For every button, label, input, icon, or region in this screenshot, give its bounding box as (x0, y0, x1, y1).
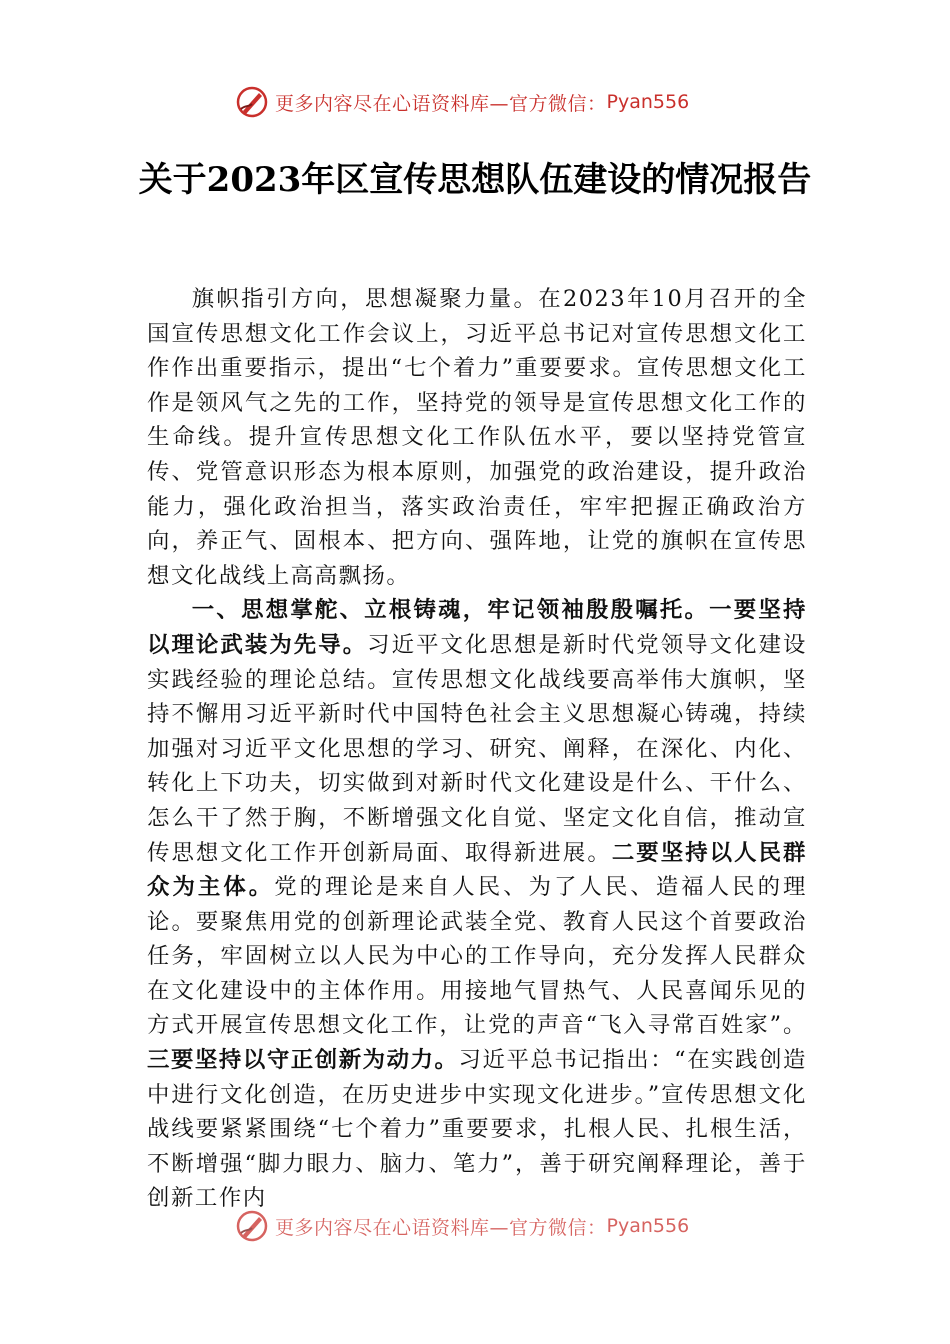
section-heading: 一、思想掌舵、立根铸魂，牢记领袖殷殷嘱托。 (191, 597, 710, 624)
watermark-text: 更多内容尽在心语资料库—官方微信： (275, 1216, 607, 1239)
document-body (147, 282, 807, 1212)
watermark-footer (235, 1208, 755, 1244)
watermark-wechat-id: Pyan556 (606, 91, 690, 113)
paragraph-section-1 (147, 593, 807, 1212)
pen-logo-icon (235, 1209, 269, 1243)
watermark-wechat-id: Pyan556 (606, 1215, 690, 1237)
subpoint-text-2: 党的理论是来自人民、为了人民、造福人民的理论。要聚焦用党的创新理论武装全党、教育人民这个首要政治任务，牢固树立以人民为中心的工作导向，充分发挥人民群众在文化建设中的主体作用。用接地气冒热气、人民喜闻乐见的方式开展宣传思想文化工作，让党的声音“飞入寻常百姓家”。 (147, 874, 807, 1039)
subpoint-text-1: 习近平文化思想是新时代党领导文化建设实践经验的理论总结。宣传思想文化战线要高举伟大旗帜，坚持不懈用习近平新时代中国特色社会主义思想凝心铸魂，持续加强对习近平文化思想的学习、研究、阐释，在深化、内化、转化上下功夫，切实做到对新时代文化建设是什么、干什么、怎么干了然于胸，不断增强文化自觉、坚定文化自信，推动宣传思想文化工作开创新局面、取得新进展。 (147, 631, 807, 866)
paragraph-intro: 旗帜指引方向，思想凝聚力量。在2023年10月召开的全国宣传思想文化工作会议上，习近平总书记对宣传思想文化工作作出重要指示，提出“七个着力”重要要求。宣传思想文化工作是领风气之先的工作，坚持党的领导是宣传思想文化工作的生命线。提升宣传思想文化工作队伍水平，要以坚持党管宣传、党管意识形态为根本原则，加强党的政治建设，提升政治能力，强化政治担当，落实政治责任，牢牢把握正确政治方向，养正气、固根本、把方向、强阵地，让党的旗帜在宣传思想文化战线上高高飘扬。 (147, 286, 807, 589)
subpoint-heading-3: 三要坚持以守正创新为动力。 (147, 1047, 459, 1074)
watermark-text: 更多内容尽在心语资料库—官方微信： (275, 92, 607, 115)
document-title: 关于2023年区宣传思想队伍建设的情况报告 (138, 160, 812, 200)
subpoint-heading-1: 一要坚持以理论武装为先导。 (147, 597, 807, 658)
subpoint-text-3: 习近平总书记指出：“在实践创造中进行文化创造，在历史进步中实现文化进步。”宣传思想文化战线要紧紧围绕“七个着力”重要要求，扎根人民、扎根生活，不断增强“脚力眼力、脑力、笔力”，善于研究阐释理论，善于创新工作内 (147, 1047, 807, 1212)
subpoint-heading-2: 二要坚持以人民群众为主体。 (147, 839, 807, 901)
